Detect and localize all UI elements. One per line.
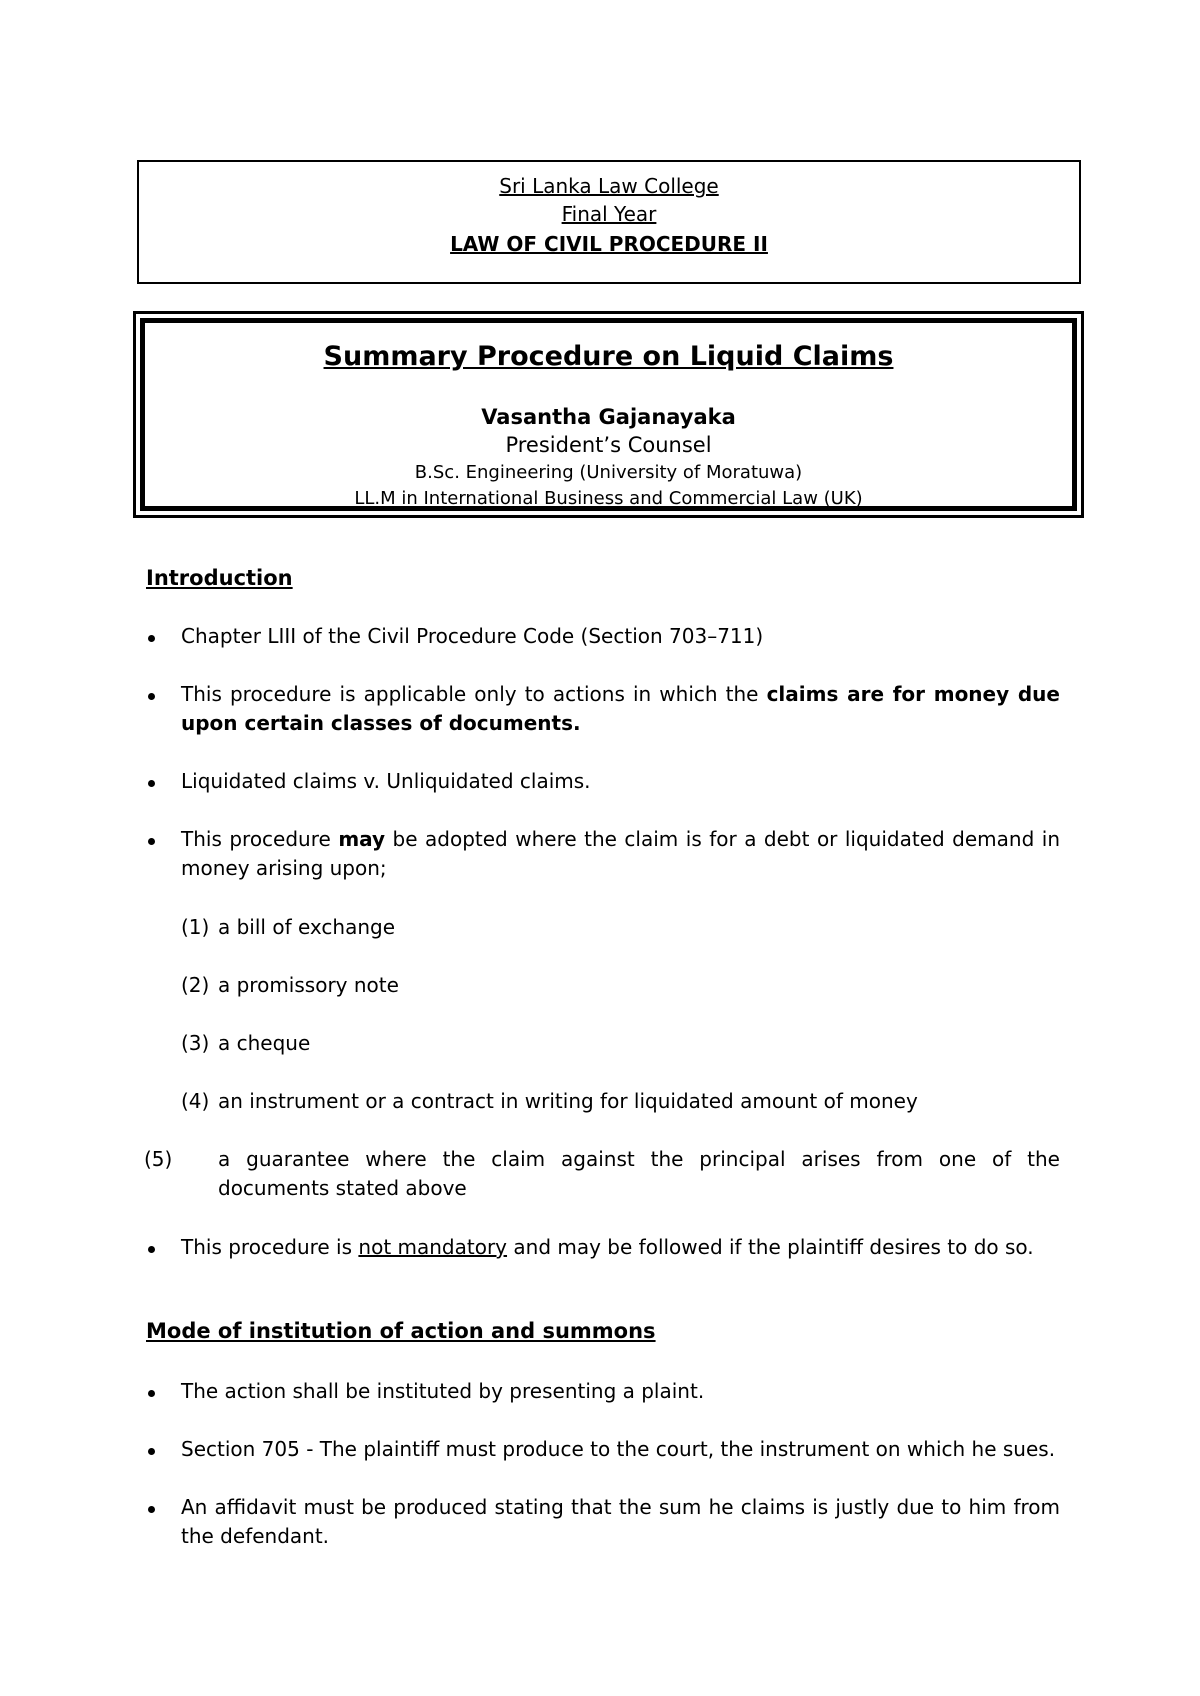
mode-bullet-1: The action shall be instituted by presenting a plaint. [181, 1379, 705, 1403]
document-title: Summary Procedure on Liquid Claims [323, 341, 894, 372]
list-item: (2) a promissory note [181, 973, 399, 997]
course-title: LAW OF CIVIL PROCEDURE II [450, 232, 768, 256]
author-qualification-2: LL.M in International Business and Commercial Law (UK) [354, 488, 863, 509]
intro-bullet-2: This procedure is applicable only to actions in which the claims are for money due upon certain classes of documents. [181, 682, 1060, 735]
intro-bullet-5: This procedure is not mandatory and may be followed if the plaintiff desires to do so. [181, 1235, 1034, 1259]
author-position: President’s Counsel [505, 433, 712, 457]
introduction-heading: Introduction [146, 566, 293, 590]
list-item: (1) a bill of exchange [181, 915, 396, 939]
intro-bullet-3: Liquidated claims v. Unliquidated claims. [181, 769, 591, 793]
list-item: (4) an instrument or a contract in writing for liquidated amount of money [181, 1089, 918, 1113]
title-box [133, 311, 1084, 518]
intro-bullet-1: Chapter LIII of the Civil Procedure Code (Section 703–711) [181, 624, 764, 648]
intro-bullet-4: This procedure may be adopted where the claim is for a debt or liquidated demand in money arising upon; [181, 827, 1061, 880]
mode-bullet-2: Section 705 - The plaintiff must produce to the court, the instrument on which he sues. [181, 1437, 1056, 1461]
bullet-icon [148, 1240, 158, 1250]
bullet-icon [148, 1442, 158, 1452]
bullet-icon [148, 774, 158, 784]
mode-bullet-3: An affidavit must be produced stating that the sum he claims is justly due to him from the defendant. [181, 1495, 1060, 1548]
author-qualification-1: B.Sc. Engineering (University of Moratuwa) [414, 462, 803, 483]
bullet-icon [148, 629, 158, 639]
bullet-icon [148, 687, 158, 697]
author-name: Vasantha Gajanayaka [481, 405, 736, 429]
college-name: Sri Lanka Law College [499, 174, 719, 198]
mode-heading: Mode of institution of action and summons [146, 1319, 656, 1343]
bullet-icon [148, 832, 158, 842]
list-item: (3) a cheque [181, 1031, 311, 1055]
bullet-icon [148, 1384, 158, 1394]
list-item: (5) a guarantee where the claim against the principal arises from one of the documents stated above [144, 1147, 1060, 1200]
course-header-box [137, 160, 1081, 284]
bullet-icon [148, 1500, 158, 1510]
year-label: Final Year [561, 202, 657, 226]
